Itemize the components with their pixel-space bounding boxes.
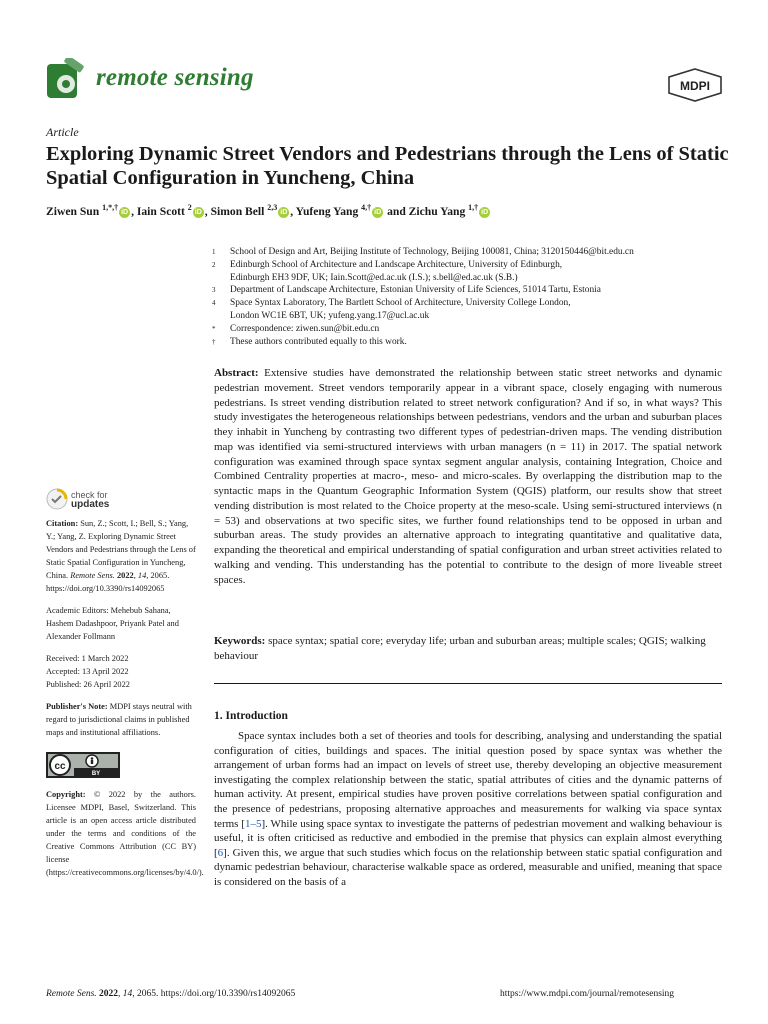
affiliation-mark: *	[212, 324, 216, 333]
journal-name: remote sensing	[96, 64, 254, 91]
author-list	[46, 203, 746, 218]
affiliation-line: Edinburgh School of Architecture and Landscape Architecture, University of Edinburgh,	[230, 259, 563, 270]
cc-by-license-icon[interactable]	[46, 752, 120, 778]
intro-text-part2: ]. While using space syntax to investigate the patterns of pedestrian movement and walking behaviour is useful, it is often criticised as reductive and embodied in the premise that physics can explain almost everything [	[214, 817, 723, 859]
abstract	[214, 366, 722, 587]
publisher-note-text: MDPI stays neutral with regard to jurisdictional claims in published maps and institutional affiliations.	[46, 702, 192, 737]
abstract-label: Abstract:	[214, 367, 259, 379]
copyright-text: © 2022 by the authors. Licensee MDPI, Basel, Switzerland. This article is an open access article distributed under the terms and conditions of the Creative Commons Attribution (CC BY) license (https://creativecommons.org/licenses/by/4.0/).	[46, 790, 204, 877]
footer-volume: 14	[122, 989, 133, 999]
keywords-label: Keywords:	[214, 635, 266, 647]
footer-journal-url[interactable]: https://www.mdpi.com/journal/remotesensing	[500, 989, 675, 999]
orcid-icon[interactable]: iD	[481, 208, 489, 216]
academic-editors: Academic Editors: Mehebub Sahana, Hashem Dadashpoor, Priyank Patel and Alexander Follmann	[46, 606, 179, 641]
affiliation-line: Department of Landscape Architecture, Estonian University of Life Sciences, 51014 Tartu, Estonia	[230, 285, 601, 296]
article-type: Article	[46, 125, 79, 139]
accepted-date: Accepted: 13 April 2022	[46, 667, 129, 676]
check-for-updates-button[interactable]	[46, 488, 166, 512]
mdpi-logo-icon	[666, 68, 724, 102]
author-affiliation-mark: 2	[187, 203, 192, 212]
author-affiliation-mark: 1,†	[468, 203, 479, 212]
affiliation-item	[212, 284, 732, 297]
affiliation-mark: 4	[212, 299, 216, 308]
journal-logo-icon	[46, 58, 86, 102]
affiliation-item	[212, 336, 732, 349]
author-name: Yufeng Yang	[295, 204, 359, 218]
affiliation-text	[230, 323, 732, 336]
check-updates-icon	[46, 488, 68, 510]
author-separator: ,	[131, 204, 137, 218]
affiliation-mark: 2	[212, 260, 216, 269]
affiliation-item	[212, 259, 732, 285]
mdpi-logo-text: MDPI	[680, 79, 710, 93]
copyright-label: Copyright:	[46, 790, 86, 799]
affiliation-line: Space Syntax Laboratory, The Bartlett School of Architecture, University College London,	[230, 298, 571, 309]
affiliation-line: Correspondence: ziwen.sun@bit.edu.cn	[230, 323, 380, 334]
footer-journal: Remote Sens.	[46, 989, 97, 999]
author-affiliation-mark: 4,†	[361, 203, 372, 212]
affiliations	[212, 246, 732, 348]
citation-journal: Remote Sens.	[70, 571, 115, 580]
abstract-text: Extensive studies have demonstrated the relationship between static street networks and dynamic pedestrian movement. Street vendors temporarily appear in a vibrant space, closely engaging with numerous pedestrians. Is street vending distribution related to street network configuration? And if so, in what ways? This study investigates the heterogeneous relationships between pedestrians, vendors and the urban and suburban places they inhabit in Yuncheng by contrasting two different types of pedestrian-driven maps. The vending distribution map was identified via semi-structured interviews with urban managers (n = 11) in 2017. The spatial network configuration was examined through space syntax segment angular analysis, containing Integration, Choice and Combined Centrality properties at macro-, meso- and micro-scales. By overlapping the distribution map to the syntactic maps in the Quantum Geographic Information System (QGIS) platform, our results show that street vending distribution is most related to the Choice property at the meso-scale. Using semi-structured interviews (n = 53) and observations at two specific sites, we further found relationships tend to be opposed in urban and suburban areas. The study provides an alternative approach to integrating quantitative and qualitative data, expanding the theoretical and empirical understanding of spatial configuration and urban street activities related to walking and vending. This understanding has the potential to contribute to the design of more liveable street spaces.	[214, 367, 722, 586]
citation-volume: 14	[137, 571, 147, 580]
received-date: Received: 1 March 2022	[46, 654, 129, 663]
affiliation-text	[230, 259, 732, 285]
orcid-icon[interactable]: iD	[374, 208, 382, 216]
affiliation-item	[212, 246, 732, 259]
intro-text-part3: ]. Given this, we argue that such studies which focus on the relationship between static spatial configuration and dynamic pedestrian behaviour, characterise walkable space as ordered, measurable and unified, meaning that space is considered on the basis of a	[214, 846, 722, 888]
affiliation-mark: 3	[212, 286, 216, 295]
svg-text:cc: cc	[54, 761, 66, 772]
citation-link-1-5[interactable]: 1–5	[244, 817, 262, 830]
check-for-label: check for	[71, 490, 108, 500]
author-name: Simon Bell	[210, 204, 265, 218]
published-date: Published: 26 April 2022	[46, 680, 130, 689]
intro-paragraph	[214, 729, 722, 890]
intro-heading: 1. Introduction	[214, 710, 288, 722]
sidebar	[46, 517, 204, 888]
author-separator: ,	[290, 204, 296, 218]
citation-text: Sun, Z.; Scott, I.; Bell, S.; Yang, Y.; Yang, Z. Exploring Dynamic Street Vendors and Pedestrians through the Lens of Static Spatial Configuration in Yuncheng, China.	[46, 519, 196, 580]
affiliation-line: These authors contributed equally to this work.	[230, 336, 407, 347]
citation-doi[interactable]: 2065. https://doi.org/10.3390/rs14092065	[46, 571, 170, 593]
author-affiliation-mark: 2,3	[267, 203, 278, 212]
orcid-icon[interactable]: iD	[194, 208, 202, 216]
paper-title: Exploring Dynamic Street Vendors and Pedestrians through the Lens of Static Spatial Configuration in Yuncheng, China	[46, 143, 729, 189]
affiliation-text	[230, 297, 732, 323]
affiliation-line: London WC1E 6BT, UK; yufeng.yang.17@ucl.ac.uk	[230, 310, 430, 321]
keywords	[214, 634, 722, 664]
author-name: Iain Scott	[136, 204, 185, 218]
citation-link-6[interactable]: 6	[217, 846, 224, 859]
footer-year: 2022	[99, 989, 119, 999]
affiliation-line: School of Design and Art, Beijing Institute of Technology, Beijing 100081, China; 3120150446@bit.edu.cn	[230, 247, 634, 257]
affiliation-mark: 1	[212, 248, 216, 256]
footer-citation: Remote Sens. 2022, 14, 2065. https://doi.org/10.3390/rs14092065	[46, 989, 296, 999]
citation-block: Citation: Sun, Z.; Scott, I.; Bell, S.; Yang, Y.; Yang, Z. Exploring Dynamic Street Vendors and Pedestrians through the Lens of Static Spatial Configuration in Yuncheng, China. Remote Sens. 2022, 14, 2065. https://doi.org/10.3390/rs14092065	[46, 519, 196, 593]
copyright-block	[46, 788, 204, 879]
author-name: Ziwen Sun	[46, 204, 100, 218]
section-divider	[214, 683, 722, 684]
citation-label: Citation:	[46, 519, 79, 528]
keywords-text: space syntax; spatial core; everyday life; urban and suburban areas; multiple scales; QGIS; walking behaviour	[214, 635, 706, 662]
footer-doi[interactable]: 2065. https://doi.org/10.3390/rs14092065	[137, 989, 296, 999]
author-name: Zichu Yang	[408, 204, 466, 218]
publisher-note-label: Publisher's Note:	[46, 702, 108, 711]
affiliation-item	[212, 323, 732, 336]
citation-year: 2022	[116, 571, 134, 580]
author-separator: ,	[204, 204, 211, 218]
affiliation-text	[230, 246, 732, 259]
author-separator: and	[384, 204, 409, 218]
publisher-note	[46, 700, 196, 739]
author-affiliation-mark: 1,*,†	[102, 203, 119, 212]
orcid-icon[interactable]: iD	[280, 208, 288, 216]
affiliation-mark: †	[212, 337, 216, 346]
affiliation-item	[212, 297, 732, 323]
cc-by-text: BY	[91, 771, 101, 777]
intro-text-part1: Space syntax includes both a set of theories and tools for describing, analysing and understanding the spatial configuration of cities, buildings and spaces. The initial question posed by space syntax was whether the arrangement of urban forms had an impact on levels of street use, thereby developing an objective measurement investigating the complex relationship between the static, spatial attributes of cities and the dynamic patterns of human activity. At present, empirical studies have proven positive correlations between spatial configuration and the presence of pedestrians, proposing alternative approaches and measurements for walking via space syntax terms [	[214, 730, 722, 830]
orcid-icon[interactable]: iD	[121, 208, 129, 216]
dates-block	[46, 652, 196, 691]
updates-label: updates	[71, 499, 110, 510]
affiliation-text	[230, 336, 732, 349]
affiliation-text	[230, 284, 732, 297]
affiliation-line: Edinburgh EH3 9DF, UK; Iain.Scott@ed.ac.uk (I.S.); s.bell@ed.ac.uk (S.B.)	[230, 272, 518, 283]
